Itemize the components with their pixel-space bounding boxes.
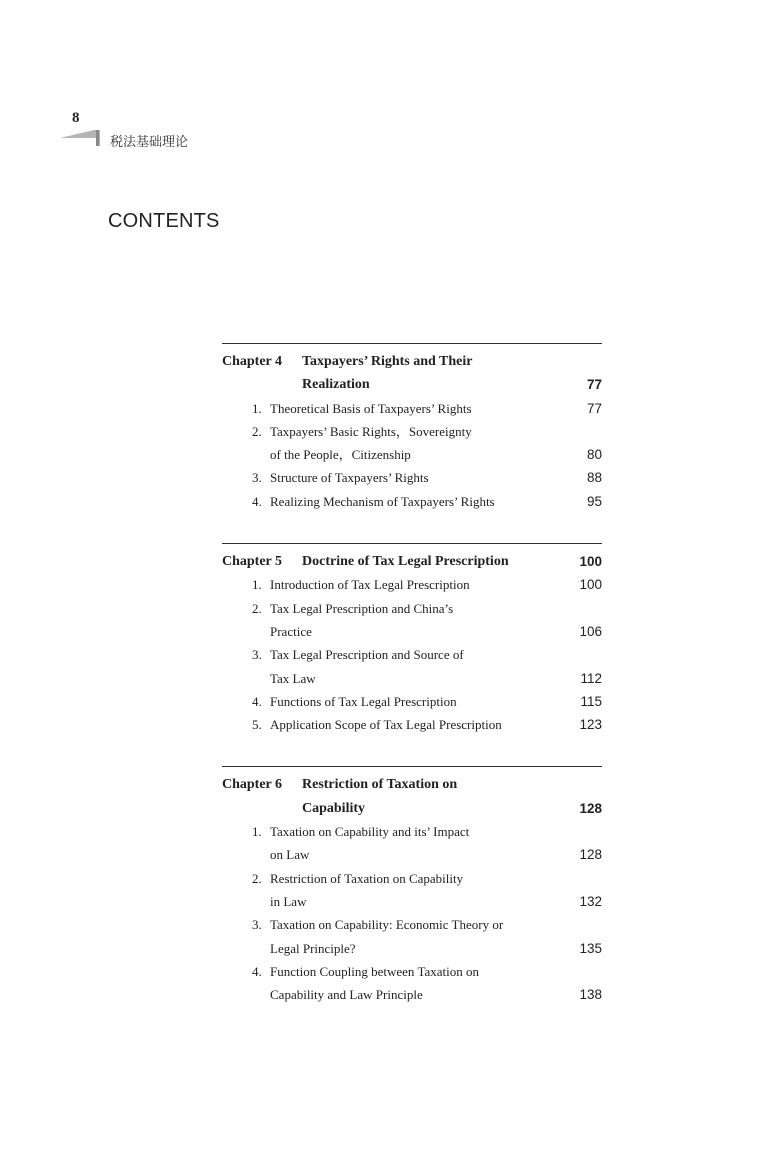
section-title-continued: on Law <box>270 847 310 863</box>
toc-entry[interactable] <box>222 820 602 843</box>
section-page: 80 <box>586 447 602 463</box>
toc-entry[interactable] <box>222 960 602 983</box>
chapter-title-continued: Capability <box>302 800 366 816</box>
chapter-heading-continued[interactable] <box>222 373 602 396</box>
section-title-continued: of the People，Citizenship <box>270 447 411 463</box>
section-title: Theoretical Basis of Taxpayers’ Rights <box>270 400 472 416</box>
toc-entry-continued[interactable] <box>222 620 602 643</box>
section-number: 5. <box>252 717 262 733</box>
section-title: Application Scope of Tax Legal Prescription <box>270 717 502 733</box>
chapter-label: Chapter 5 <box>222 554 283 570</box>
section-title: Tax Legal Prescription and Source of <box>270 647 464 663</box>
section-page: 138 <box>579 987 602 1003</box>
section-page: 95 <box>586 493 602 509</box>
section-page: 123 <box>579 717 602 733</box>
chapter-title: Taxpayers’ Rights and Their <box>302 354 473 369</box>
section-number: 4. <box>252 493 262 509</box>
toc-entry[interactable] <box>222 643 602 666</box>
section-page: 135 <box>579 940 602 956</box>
contents-heading: CONTENTS <box>108 210 220 232</box>
section-number: 3. <box>252 470 262 486</box>
section-title: Function Coupling between Taxation on <box>270 963 479 979</box>
section-page: 112 <box>580 670 602 686</box>
chapter-heading[interactable] <box>222 350 602 373</box>
toc-entry[interactable] <box>222 867 602 890</box>
section-title: Restriction of Taxation on Capability <box>270 870 464 886</box>
header-corner-decoration <box>60 128 100 146</box>
section-title: Tax Legal Prescription and China’s <box>270 600 454 616</box>
section-page: 88 <box>586 470 602 486</box>
toc-entry-continued[interactable] <box>222 937 602 960</box>
section-number: 2. <box>252 600 262 616</box>
section-title: Realizing Mechanism of Taxpayers’ Rights <box>270 493 495 509</box>
chapter-title: Restriction of Taxation on <box>302 777 458 793</box>
toc-entry[interactable] <box>222 690 602 713</box>
section-title: Taxation on Capability: Economic Theory or <box>270 917 504 933</box>
section-page: 128 <box>579 847 602 863</box>
chapter-heading[interactable] <box>222 773 602 796</box>
section-title-continued: Tax Law <box>270 670 316 686</box>
book-title: 税法基础理论 <box>110 135 189 150</box>
chapter-label: Chapter 4 <box>222 354 283 369</box>
section-page: 106 <box>579 623 602 639</box>
section-title: Taxpayers’ Basic Rights，Sovereignty <box>270 423 472 439</box>
section-page: 77 <box>586 400 602 416</box>
section-title-continued: Legal Principle? <box>270 940 356 956</box>
toc-entry[interactable] <box>222 490 602 513</box>
section-title-continued: Practice <box>270 623 312 639</box>
section-page: 132 <box>579 893 602 909</box>
toc-entry[interactable] <box>222 597 602 620</box>
section-number: 3. <box>252 647 262 663</box>
toc-entry-continued[interactable] <box>222 667 602 690</box>
toc-entry[interactable] <box>222 397 602 420</box>
chapter-page: 100 <box>579 554 602 570</box>
chapter-page: 128 <box>579 800 602 816</box>
toc-chapter <box>222 766 602 1006</box>
section-title: Introduction of Tax Legal Prescription <box>270 577 470 593</box>
toc-entry-continued[interactable] <box>222 890 602 913</box>
chapter-title: Doctrine of Tax Legal Prescription <box>302 554 509 570</box>
section-title-continued: in Law <box>270 893 307 909</box>
chapter-page: 77 <box>586 377 602 393</box>
toc-entry[interactable] <box>222 573 602 596</box>
section-title-continued: Capability and Law Principle <box>270 987 423 1003</box>
toc-chapter <box>222 343 602 513</box>
section-number: 2. <box>252 423 262 439</box>
section-title: Functions of Tax Legal Prescription <box>270 693 457 709</box>
toc-entry[interactable] <box>222 466 602 489</box>
section-number: 1. <box>252 824 262 840</box>
toc-entry[interactable] <box>222 420 602 443</box>
chapter-label: Chapter 6 <box>222 777 283 793</box>
toc-entry[interactable] <box>222 913 602 936</box>
toc-entry-continued[interactable] <box>222 443 602 466</box>
toc-entry-continued[interactable] <box>222 843 602 866</box>
chapter-heading-continued[interactable] <box>222 797 602 820</box>
section-number: 4. <box>252 693 262 709</box>
section-number: 2. <box>252 870 262 886</box>
chapter-title-continued: Realization <box>302 377 370 393</box>
toc-entry-continued[interactable] <box>222 983 602 1006</box>
toc-entry[interactable] <box>222 713 602 736</box>
section-title: Structure of Taxpayers’ Rights <box>270 470 429 486</box>
section-page: 115 <box>580 693 602 709</box>
page-number: 8 <box>72 110 80 126</box>
section-number: 1. <box>252 400 262 416</box>
toc-chapter <box>222 543 602 736</box>
section-number: 4. <box>252 963 262 979</box>
section-number: 3. <box>252 917 262 933</box>
section-page: 100 <box>579 577 602 593</box>
section-number: 1. <box>252 577 262 593</box>
section-title: Taxation on Capability and its’ Impact <box>270 824 470 840</box>
chapter-heading[interactable] <box>222 550 602 573</box>
table-of-contents <box>222 343 602 1006</box>
